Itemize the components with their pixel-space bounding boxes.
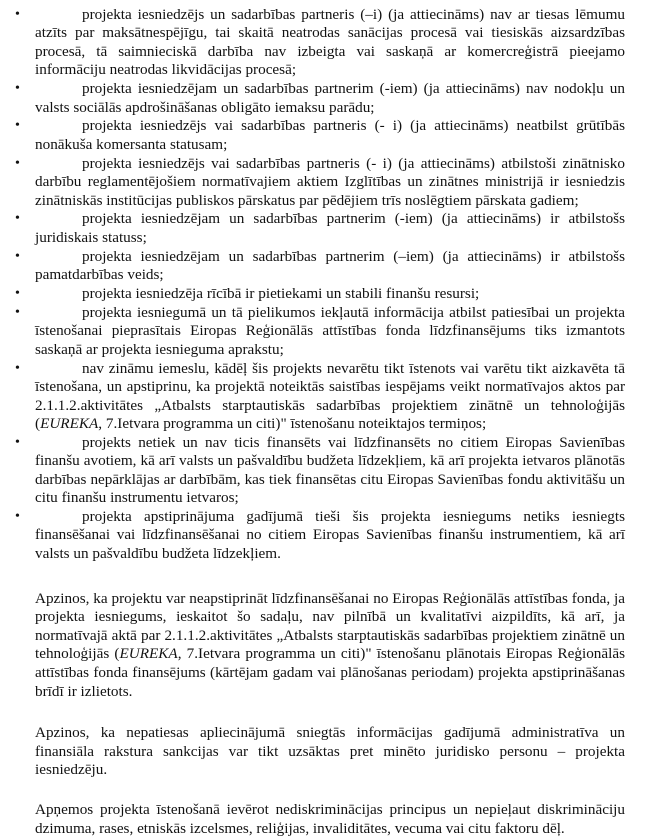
clause-text-financial-resources: projekta iesniedzēja rīcībā ir pietiekami un stabili finanšu resursi;: [82, 285, 480, 303]
list-item: [14, 248, 625, 285]
clause-text-no-resubmission: projekta apstiprinājuma gadījumā tieši šis projekta iesniegums netiks iesniegts finansēšanai vai līdzfinansēšanai no citiem Eiropas Savienības finanšu instrumentiem, kā arī valsts un pašvaldību budžeta līdzekļiem.: [35, 507, 625, 562]
clause-text-public-reports: projekta iesniedzējs vai sadarbības partneris (- i) (ja attiecināms) atbilstoši zinātnisko darbību reglamentējošiem normatīvajiem aktiem Izglītības un zinātnes ministrijā ir iesniedzis zinātniskās institūcijas publiskos pārskatus par pēdējiem trīs noslēgtiem pārskata gadiem;: [35, 154, 625, 209]
bullet-icon: •: [15, 360, 20, 376]
bullet-icon: •: [15, 118, 20, 134]
bullet-icon: •: [15, 248, 20, 264]
clause-text-no-obstacles-after: , 7.Ietvara programma un citi)" īstenošanu noteiktajos termiņos;: [98, 414, 487, 432]
paragraph-funding-exhausted-before: Apzinos, ka projektu var neapstiprināt līdzfinansēšanai no Eiropas Reģionālās attīstības fonda, ja projekta iesniegums, ieskaitot šo sadaļu, nav pilnībā un kvalitatīvi aizpildīts, kā arī, ja normatīvajā aktā par 2.1.1.2.aktivitātes „Atbalsts starptautiskās sadarbības projektiem zinātnē un tehnoloģijās (: [35, 589, 625, 663]
list-item: [14, 360, 625, 434]
bullet-icon: •: [15, 286, 20, 302]
bullet-icon: •: [15, 7, 20, 22]
paragraph-spacer: [14, 701, 625, 724]
programme-name-eureka: EUREKA: [119, 645, 178, 663]
paragraph-spacer: [14, 564, 625, 590]
list-item: [14, 285, 625, 303]
clause-text-tax-debt: projekta iesniedzējam un sadarbības partnerim (-iem) (ja attiecināms) nav nodokļu un valsts sociālās apdrošināšanas obligāto iemaksu parādu;: [35, 80, 625, 116]
list-item: [14, 434, 625, 508]
clause-text-truthful-information: projekta iesniegumā un tā pielikumos iekļautā informācija atbilst patiesībai un projekta īstenošanai pieprasītais Eiropas Reģionālās attīstības fonda līdzfinansējums tiks izmantots saskaņā ar projekta iesnieguma aprakstu;: [35, 304, 625, 358]
bullet-icon: •: [15, 155, 20, 171]
list-item: [14, 117, 625, 154]
clause-text-no-obstacles: [35, 360, 625, 432]
bullet-icon: •: [15, 81, 20, 97]
clause-text-legal-status: projekta iesniedzējam un sadarbības partnerim (-iem) (ja attiecināms) ir atbilstošs juridiskais statuss;: [35, 210, 625, 246]
clause-text-no-double-funding: projekts netiek un nav ticis finansēts vai līdzfinansēts no citiem Eiropas Savienības finanšu avotiem, kā arī valsts un pašvaldību budžeta līdzekļiem, kā arī projekta ietvaros plānotās darbības nepārklājas ar darbībām, kas tiek finansētas citu Eiropas Savienības fondu aktivitāšu un citu finanšu instrumentu ietvaros;: [35, 433, 625, 507]
clause-text-no-obstacles-before: nav zināmu iemeslu, kādēļ šis projekts nevarētu tikt īstenots vai varētu tikt aizkavēta tā īstenošana, un apstiprinu, ka projektā noteiktās saistības iespējams veikt normatīvajos aktos par 2.1.1.2.aktivitātes „Atbalsts starptautiskās sadarbības projektiem zinātnē un tehnoloģijās (: [35, 359, 625, 432]
list-item: [14, 210, 625, 247]
paragraph-non-discrimination: Apņemos projekta īstenošanā ievērot nediskriminācijas principus un nepieļaut diskrimināciju dzimuma, rases, etniskās izcelsmes, reliģijas, invaliditātes, vecuma vai citu faktoru dēļ.: [35, 801, 625, 837]
clause-text-insolvency: projekta iesniedzējs un sadarbības partneris (–i) (ja attiecināms) nav ar tiesas lēmumu atzīts par maksātnespējīgu, tai skaitā neatrodas sanācijas procesā vai tiesiskās aizsardzības procesā, tā saimnieciskā darbība nav izbeigta vai saskaņā ar komercreģistrā pieejamo informāciju neatrodas likvidācijas procesā;: [35, 6, 625, 79]
paragraph-false-information-sanctions: Apzinos, ka nepatiesas apliecinājumā sniegtās informācijas gadījumā administratīva un finansiāla rakstura sankcijas var tikt uzsāktas pret minēto juridisko personu – projekta iesniedzēju.: [35, 724, 625, 779]
bullet-icon: •: [15, 305, 20, 320]
list-item: [14, 508, 625, 563]
list-item: [14, 304, 625, 359]
list-item: [14, 155, 625, 210]
list-item: [14, 6, 625, 80]
clause-text-difficulty-status: projekta iesniedzējs vai sadarbības partneris (- i) (ja attiecināms) neatbilst grūtībās nonākuša komersanta statusam;: [35, 117, 625, 153]
paragraph-funding-exhausted: [14, 590, 625, 702]
declaration-clause-list: [14, 6, 625, 563]
bullet-icon: •: [15, 211, 20, 227]
clause-text-main-activity: projekta iesniedzējam un sadarbības partnerim (–iem) (ja attiecināms) ir atbilstošs pamatdarbības veids;: [35, 247, 625, 284]
bullet-icon: •: [15, 508, 20, 524]
paragraph-spacer: [14, 780, 625, 801]
paragraph-funding-exhausted-after: , 7.Ietvara programma un citi)" īstenošanu plānotais Eiropas Reģionālās attīstības fonda finansējums (kārtējam gadam vai plānošanas periodam) projekta apstiprināšanas brīdī ir izlietots.: [35, 645, 626, 700]
bullet-icon: •: [15, 434, 20, 450]
list-item: [14, 80, 625, 117]
programme-name-eureka: EUREKA: [40, 414, 99, 432]
